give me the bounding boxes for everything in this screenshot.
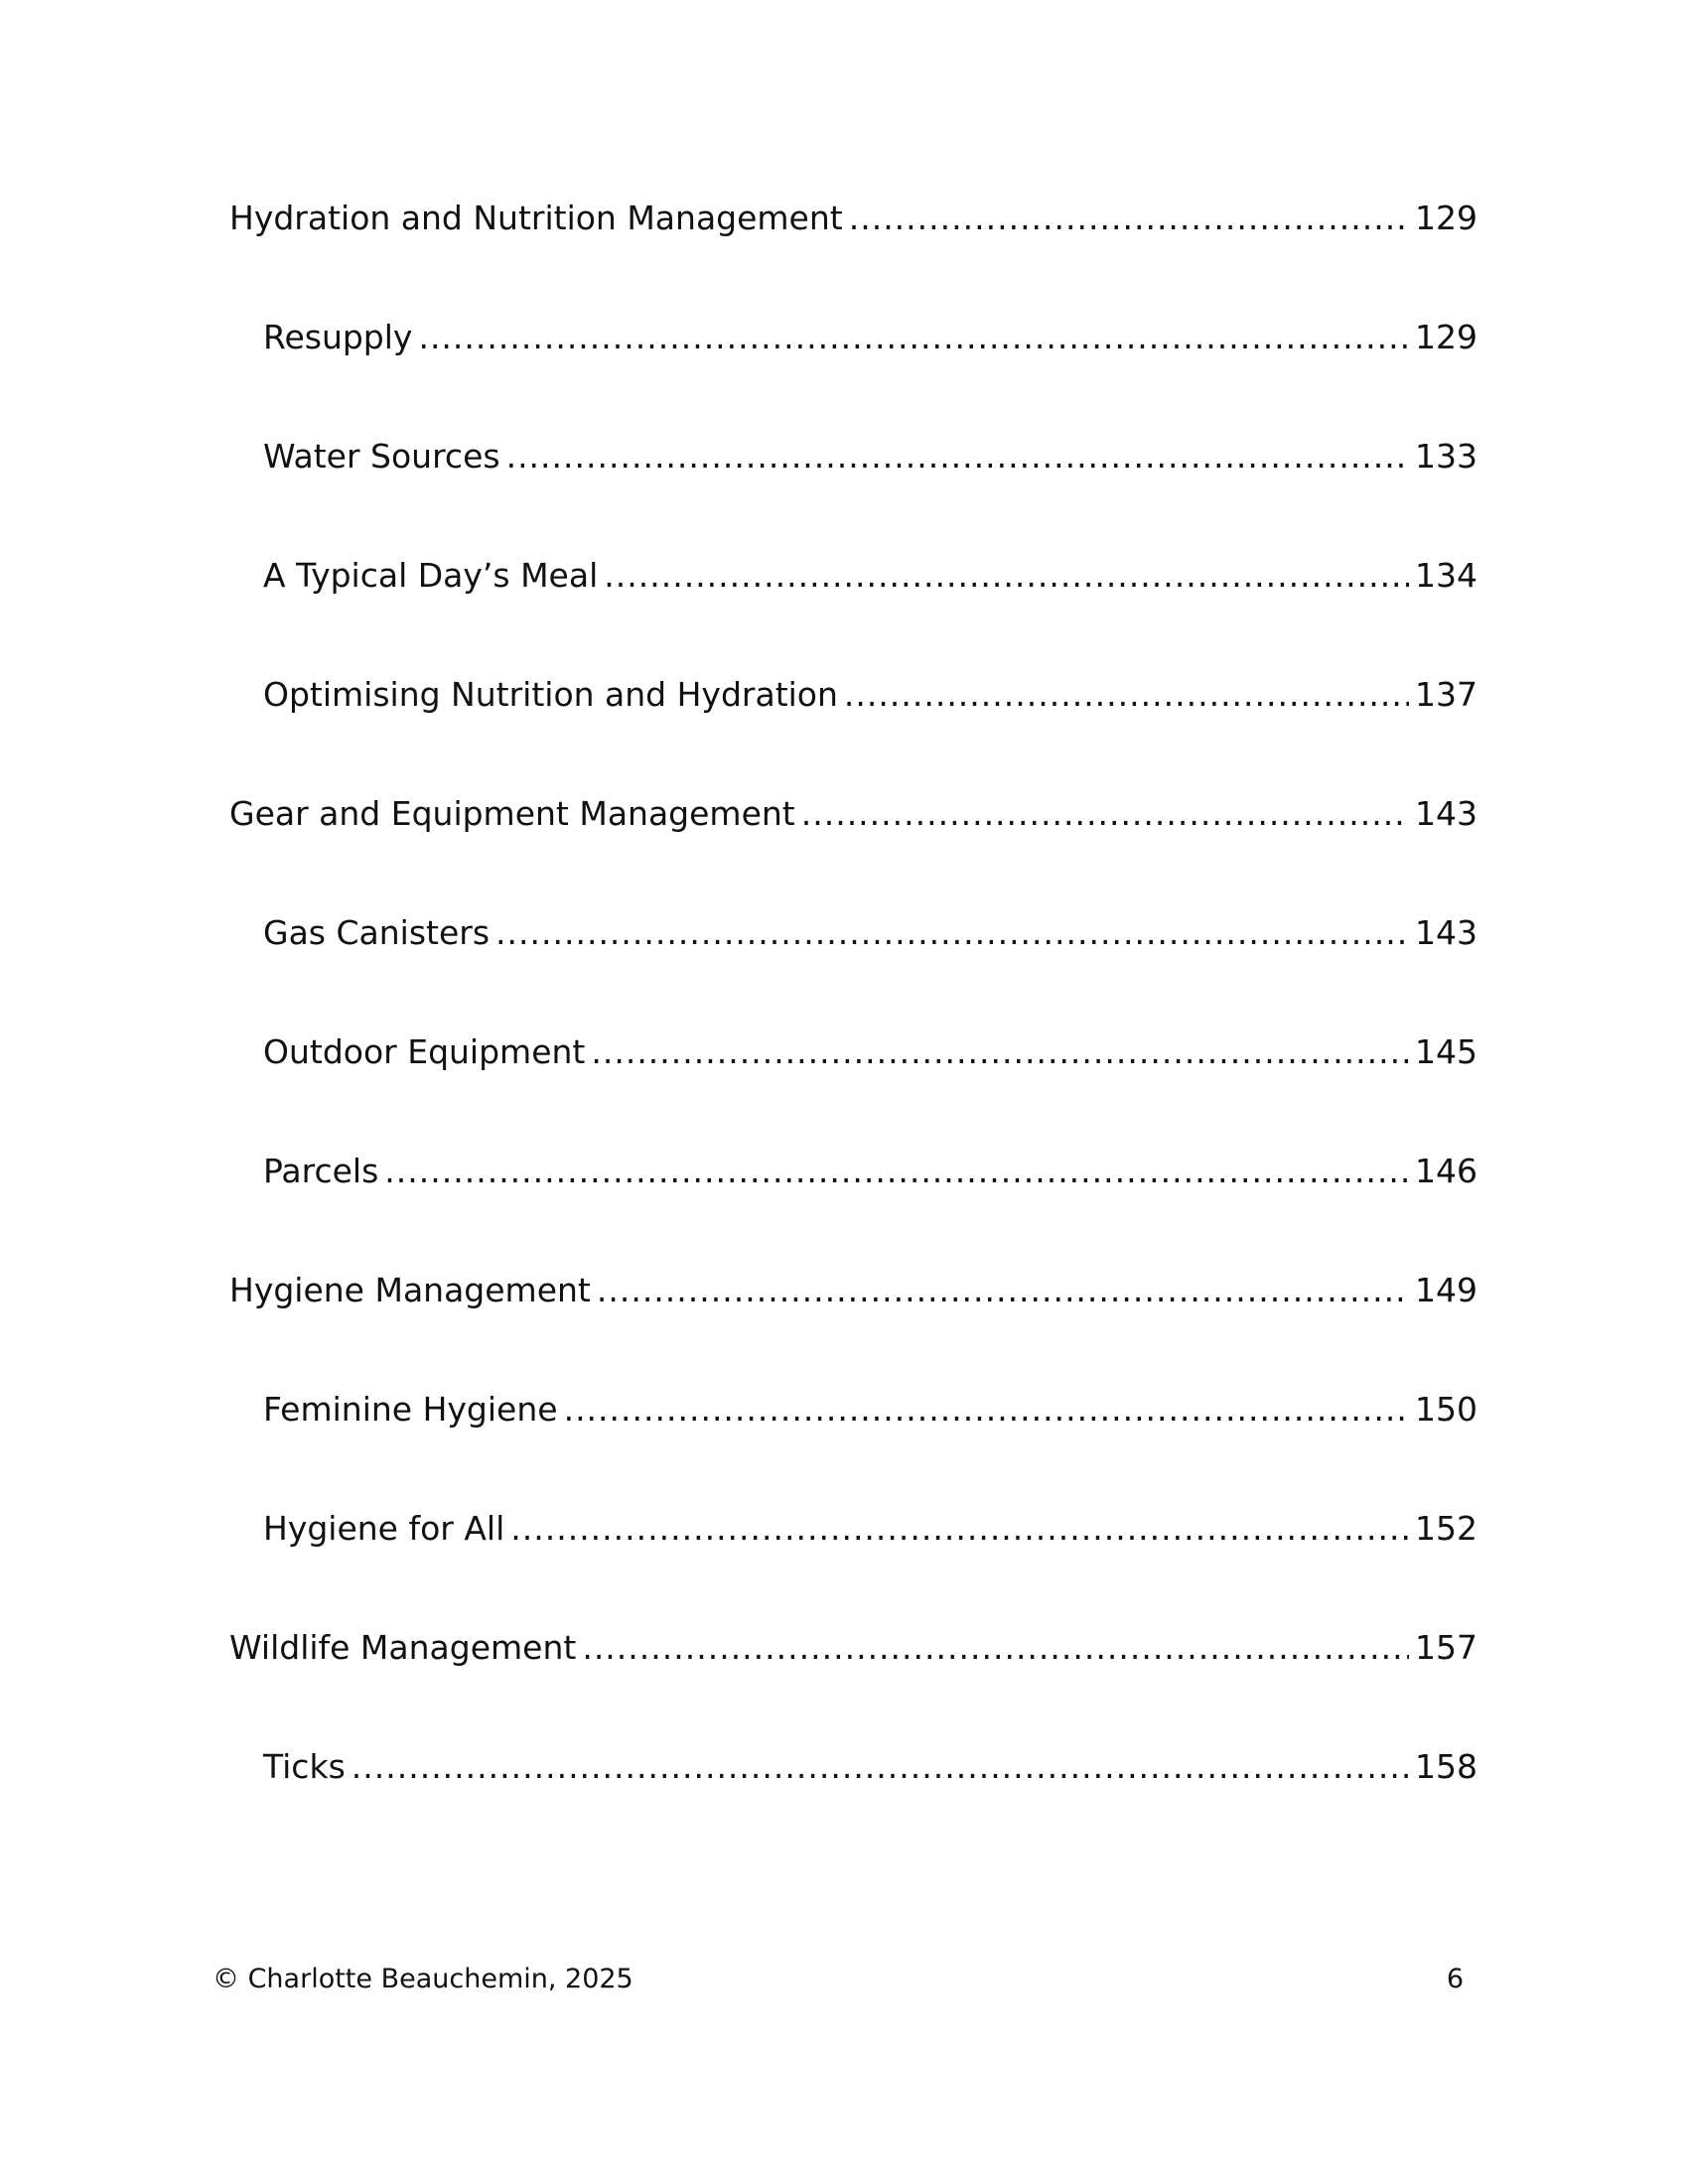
toc-leader-dots — [801, 790, 1409, 838]
toc-entry-wildlife-management[interactable] — [229, 1624, 1477, 1672]
toc-entry-label: Feminine Hygiene — [263, 1390, 558, 1429]
toc-entry-ticks[interactable] — [263, 1743, 1477, 1791]
toc-leader-dots — [597, 1267, 1409, 1314]
toc-entry-label: Hygiene for All — [263, 1509, 505, 1548]
toc-entry-page: 150 — [1415, 1390, 1477, 1429]
toc-entry-label: Parcels — [263, 1152, 379, 1190]
toc-entry-gear-equipment[interactable] — [229, 790, 1477, 838]
toc-entry-page: 137 — [1415, 675, 1477, 714]
toc-entry-page: 133 — [1415, 437, 1477, 476]
toc-entry-gas-canisters[interactable] — [263, 909, 1477, 957]
toc-leader-dots — [591, 1028, 1409, 1076]
toc-entry-hygiene-management[interactable] — [229, 1267, 1477, 1314]
toc-leader-dots — [849, 195, 1409, 242]
toc-leader-dots — [495, 909, 1409, 957]
toc-entry-page: 149 — [1415, 1271, 1477, 1309]
toc-entry-label: Optimising Nutrition and Hydration — [263, 675, 838, 714]
toc-entry-label: A Typical Day’s Meal — [263, 556, 599, 595]
footer-copyright: © Charlotte Beauchemin, 2025 — [212, 1964, 633, 1994]
toc-entry-label: Hydration and Nutrition Management — [229, 199, 843, 237]
toc-entry-optimising-nutrition[interactable] — [263, 671, 1477, 719]
toc-entry-page: 129 — [1415, 199, 1477, 237]
toc-entry-outdoor-equipment[interactable] — [263, 1028, 1477, 1076]
toc-entry-page: 143 — [1415, 794, 1477, 833]
toc-leader-dots — [506, 433, 1409, 480]
toc-entry-page: 134 — [1415, 556, 1477, 595]
toc-entry-hygiene-for-all[interactable] — [263, 1505, 1477, 1553]
toc-entry-water-sources[interactable] — [263, 433, 1477, 480]
toc-entry-label: Water Sources — [263, 437, 500, 476]
toc-entry-page: 158 — [1415, 1747, 1477, 1786]
toc-entry-typical-days-meal[interactable] — [263, 552, 1477, 600]
toc-entry-label: Ticks — [263, 1747, 346, 1786]
toc-entry-label: Outdoor Equipment — [263, 1032, 586, 1071]
toc-leader-dots — [582, 1624, 1409, 1672]
toc-entry-label: Gear and Equipment Management — [229, 794, 795, 833]
toc-leader-dots — [384, 1148, 1409, 1195]
toc-leader-dots — [352, 1743, 1409, 1791]
toc-leader-dots — [844, 671, 1409, 719]
toc-leader-dots — [510, 1505, 1409, 1553]
toc-leader-dots — [564, 1386, 1409, 1433]
toc-entry-label: Wildlife Management — [229, 1628, 577, 1667]
toc-entry-page: 145 — [1415, 1032, 1477, 1071]
toc-entry-label: Hygiene Management — [229, 1271, 591, 1309]
toc-entry-hydration-nutrition[interactable] — [229, 195, 1477, 242]
toc-entry-page: 143 — [1415, 913, 1477, 952]
toc-entry-label: Gas Canisters — [263, 913, 491, 952]
toc-entry-page: 146 — [1415, 1152, 1477, 1190]
footer-page-number: 6 — [1446, 1964, 1464, 1994]
toc-entry-resupply[interactable] — [263, 314, 1477, 361]
toc-leader-dots — [418, 314, 1409, 361]
toc-entry-feminine-hygiene[interactable] — [263, 1386, 1477, 1433]
page-footer — [212, 1962, 1464, 1997]
toc-entry-page: 129 — [1415, 318, 1477, 356]
toc-entry-page: 157 — [1415, 1628, 1477, 1667]
toc-entry-label: Resupply — [263, 318, 413, 356]
toc-entry-parcels[interactable] — [263, 1148, 1477, 1195]
toc-entry-page: 152 — [1415, 1509, 1477, 1548]
toc-leader-dots — [604, 552, 1409, 600]
